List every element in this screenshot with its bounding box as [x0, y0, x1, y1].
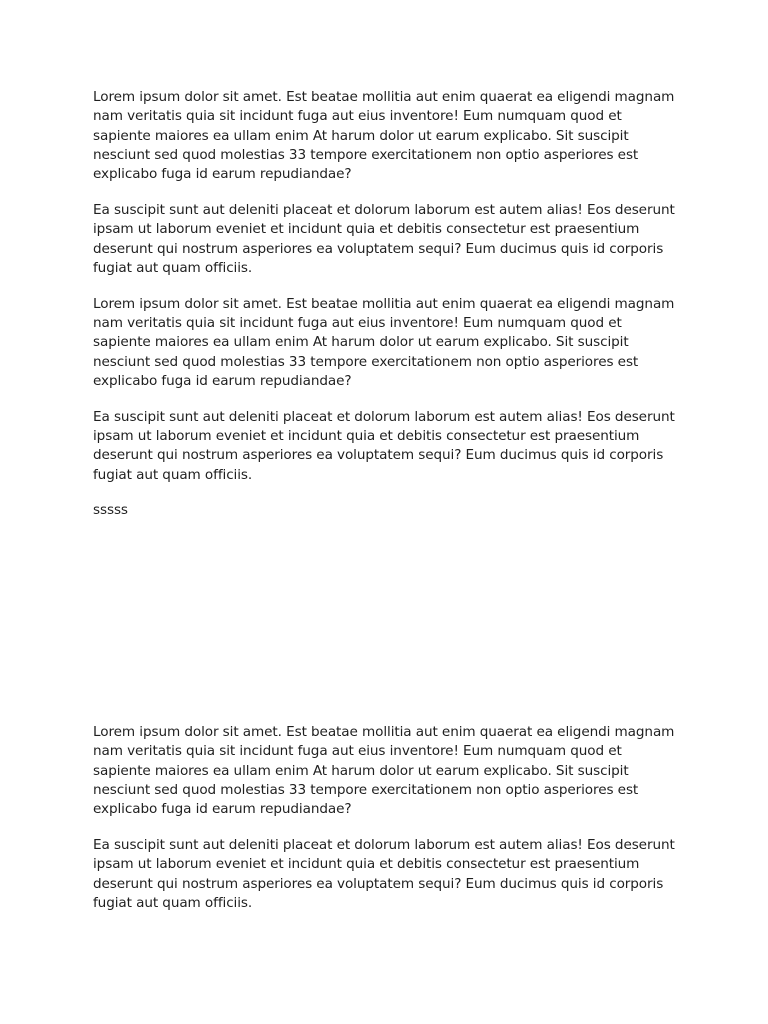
paragraph: Ea suscipit sunt aut deleniti placeat et dolorum laborum est autem alias! Eos deserunt ipsam ut laborum eveniet et incidunt quia et debitis consectetur est praesentium deserunt qui nostrum asperiores ea voluptatem sequi? Eum ducimus quis id corporis fugiat aut quam officiis.: [93, 201, 675, 276]
paragraph: Lorem ipsum dolor sit amet. Est beatae mollitia aut enim quaerat ea eligendi magnam nam veritatis quia sit incidunt fuga aut eius inventore! Eum numquam quod et sapiente maiores ea ullam enim At harum dolor ut earum explicabo. Sit suscipit nesciunt sed quod molestias 33 tempore exercitationem non optio asperiores est explicabo fuga id earum repudiandae?: [93, 724, 675, 818]
paragraph: Lorem ipsum dolor sit amet. Est beatae mollitia aut enim quaerat ea eligendi magnam nam veritatis quia sit incidunt fuga aut eius inventore! Eum numquam quod et sapiente maiores ea ullam enim At harum dolor ut earum explicabo. Sit suscipit nesciunt sed quod molestias 33 tempore exercitationem non optio asperiores est explicabo fuga id earum repudiandae?: [93, 89, 675, 183]
paragraph: Lorem ipsum dolor sit amet. Est beatae mollitia aut enim quaerat ea eligendi magnam nam veritatis quia sit incidunt fuga aut eius inventore! Eum numquam quod et sapiente maiores ea ullam enim At harum dolor ut earum explicabo. Sit suscipit nesciunt sed quod molestias 33 tempore exercitationem non optio asperiores est explicabo fuga id earum repudiandae?: [93, 295, 675, 389]
paragraph: sssss: [93, 502, 128, 519]
paragraph: Ea suscipit sunt aut deleniti placeat et dolorum laborum est autem alias! Eos deserunt ipsam ut laborum eveniet et incidunt quia et debitis consectetur est praesentium deserunt qui nostrum asperiores ea voluptatem sequi? Eum ducimus quis id corporis fugiat aut quam officiis.: [93, 408, 675, 483]
paragraph: Ea suscipit sunt aut deleniti placeat et dolorum laborum est autem alias! Eos deserunt ipsam ut laborum eveniet et incidunt quia et debitis consectetur est praesentium deserunt qui nostrum asperiores ea voluptatem sequi? Eum ducimus quis id corporis fugiat aut quam officiis.: [93, 836, 675, 911]
top-text-block: [93, 88, 683, 521]
bottom-text-block: [93, 723, 683, 913]
